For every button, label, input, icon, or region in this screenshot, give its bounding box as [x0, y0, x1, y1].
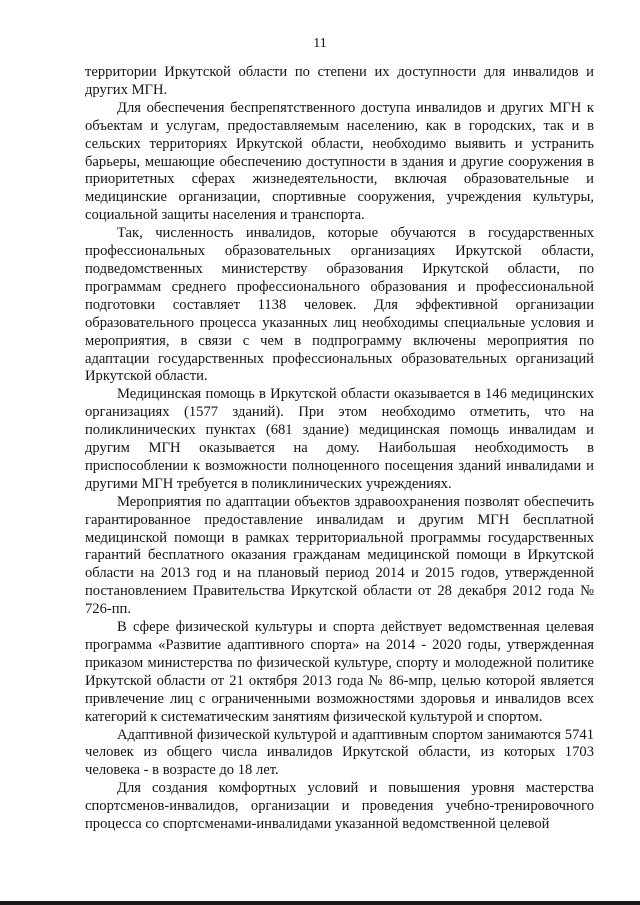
- paragraph-athletes-conditions: Для создания комфортных условий и повышения уровня мастерства спортсменов-инвалидов, организации и проведения учебно-тренировочного процесса со спортсменами-инвалидами указанной ведомственной целевой: [85, 780, 594, 833]
- paragraph-sports-program: В сфере физической культуры и спорта действует ведомственная целевая программа «Развитие адаптивного спорта» на 2014 - 2020 годы, утвержденная приказом министерства по физической культуре, спорту и молодежной политике Иркутской области от 21 октября 2013 года № 86-мпр, целью которой является привлечение лиц с ограниченными возможностями здоровья и инвалидов всех категорий к систематическим занятиям физической культурой и спортом.: [85, 619, 594, 725]
- scan-bottom-edge: [0, 901, 640, 905]
- paragraph-healthcare-adaptation: Мероприятия по адаптации объектов здравоохранения позволят обеспечить гарантированное предоставление инвалидам и другим МГН бесплатной медицинской помощи в рамках территориальной программы государственных гарантий бесплатного оказания гражданам медицинской помощи в Иркутской области на 2013 год и на плановый период 2014 и 2015 годов, утвержденной постановлением Правительства Иркутской области от 28 декабря 2012 года № 726-пп.: [85, 493, 594, 618]
- paragraph-education: Так, численность инвалидов, которые обучаются в государственных профессиональных образовательных организациях Иркутской области, подведомственных министерству образования Иркутской области, по программам среднего профессионального образования и профессиональной подготовки составляет 1138 человек. Для эффективной организации образовательного процесса указанных лиц необходимы специальные условия и мероприятия, в связи с чем в подпрограмму включены мероприятия по адаптации государственных профессиональных образовательных организаций Иркутской области.: [85, 225, 594, 385]
- paragraph-barrier-free-access: Для обеспечения беспрепятственного доступа инвалидов и других МГН к объектам и услугам, предоставляемым населению, как в городских, так и в сельских территориях Иркутской области, необходимо выявить и устранить барьеры, мешающие обеспечению доступности в здания и другие сооружения в приоритетных сферах жизнедеятельности, включая образовательные и медицинские организации, спортивные сооружения, учреждения культуры, социальной защиты населения и транспорта.: [85, 99, 594, 224]
- paragraph-medical-care: Медицинская помощь в Иркутской области оказывается в 146 медицинских организациях (1577 зданий). При этом необходимо отметить, что на поликлинических пунктах (681 здание) медицинская помощь инвалидам и другим МГН оказывается на дому. Наибольшая необходимость в приспособлении к возможности полноценного посещения зданий инвалидами и другими МГН требуется в поликлинических учреждениях.: [85, 386, 594, 492]
- page-number: 11: [313, 36, 327, 51]
- document-body: [85, 64, 594, 834]
- paragraph-adaptive-sports-stats: Адаптивной физической культурой и адаптивным спортом занимаются 5741 человек из общего числа инвалидов Иркутской области, из которых 1703 человека - в возрасте до 18 лет.: [85, 726, 594, 779]
- paragraph-continuation: территории Иркутской области по степени их доступности для инвалидов и других МГН.: [85, 64, 594, 98]
